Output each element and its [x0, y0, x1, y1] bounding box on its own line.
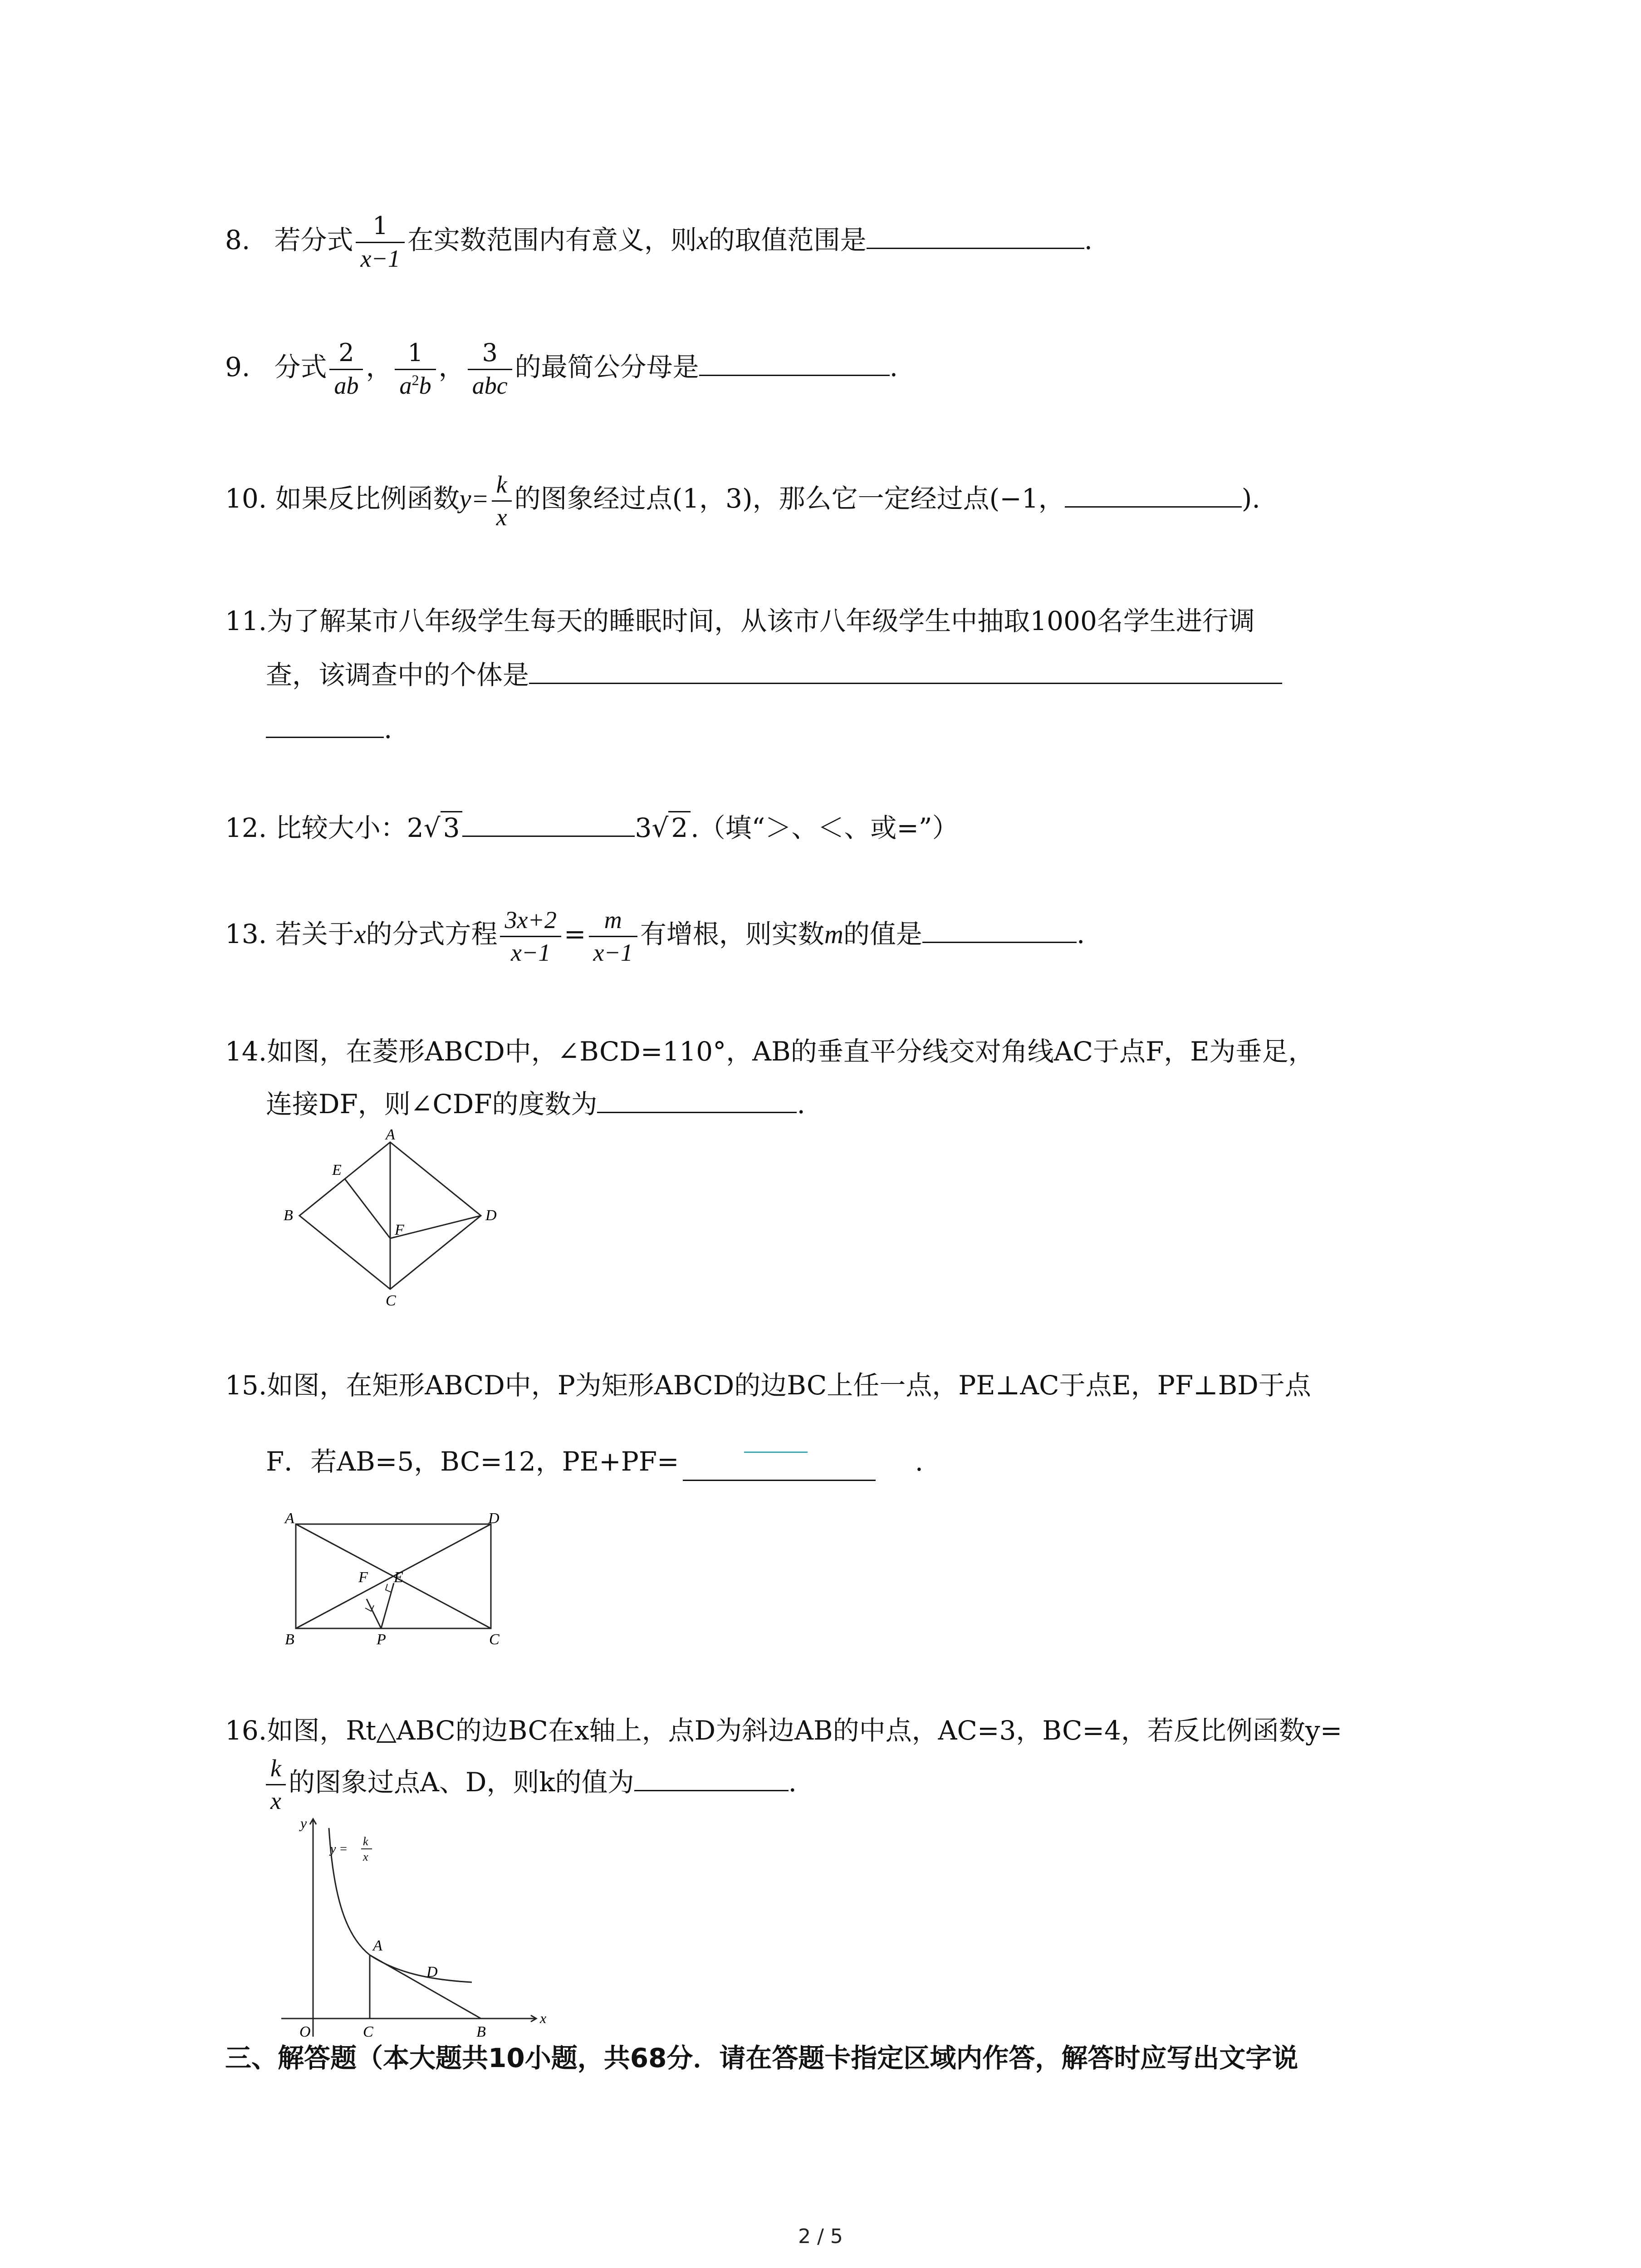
question-text: 如图，Rt△ABC的边BC在x轴上，点D为斜边AB的中点，AC=3，BC=4，若反比例函数y=: [267, 1715, 1342, 1746]
question-number: 15.: [225, 1370, 267, 1401]
question-text: 若关于: [275, 919, 354, 950]
rhombus-figure: [272, 1129, 508, 1306]
fraction: [589, 907, 637, 965]
page-number: 2 / 5: [798, 2225, 843, 2248]
radicand: 3: [441, 811, 463, 843]
punctuation: .: [788, 1767, 797, 1798]
fraction: [329, 340, 363, 398]
section-heading: 三、解答题（本大题共10小题，共68分．请在答题卡指定区域内作答，解答时应写出文字说: [225, 2043, 1298, 2073]
label-a: A: [386, 1129, 395, 1143]
punctuation: .: [1076, 919, 1085, 950]
radicand: 2: [668, 811, 691, 843]
punctuation: .: [1084, 225, 1093, 256]
variable: m: [824, 919, 843, 949]
function-x: x: [363, 1850, 368, 1863]
right-angle-e: [386, 1584, 391, 1592]
question-text: 的取值范围是: [708, 225, 867, 256]
question-text: 如图，在矩形ABCD中，P为矩形ABCD的边BC上任一点，PE⊥AC于点E，PF⊥BD于点: [267, 1370, 1311, 1401]
segment-pf: [367, 1599, 381, 1628]
label-b: B: [284, 1207, 293, 1224]
label-c: C: [363, 2024, 373, 2040]
answer-blank[interactable]: [699, 348, 890, 376]
question-text: .（填“＞、＜、或=”）: [691, 812, 959, 843]
punctuation: .: [384, 713, 392, 744]
answer-blank[interactable]: [683, 1480, 876, 1481]
answer-blank[interactable]: [922, 915, 1077, 943]
denominator: x−1: [589, 936, 637, 966]
question-text: 的分式方程: [366, 919, 498, 950]
numerator: 1: [407, 338, 423, 367]
label-a: A: [373, 1937, 382, 1954]
numerator: 2: [338, 338, 354, 367]
question-number: 11.: [225, 606, 267, 636]
answer-blank[interactable]: [867, 221, 1084, 249]
numerator: 3: [482, 338, 498, 367]
question-text: 有增根，则实数: [640, 919, 824, 950]
coefficient: 3: [635, 812, 652, 843]
denominator: $a^2b$: [395, 369, 436, 399]
label-c: C: [386, 1292, 396, 1306]
function-label: y =: [330, 1842, 348, 1856]
perpendicular-bisector-ef: [345, 1179, 390, 1238]
coordinate-figure: [272, 1810, 554, 2046]
numerator: k: [270, 1755, 281, 1782]
question-number: 10.: [225, 483, 267, 514]
question-text: 比较大小：2: [275, 812, 424, 843]
segment-ab: [370, 1955, 481, 2019]
accent-line: [744, 1452, 808, 1453]
label-x: x: [540, 2010, 547, 2026]
label-f: F: [358, 1569, 368, 1586]
question-10: [225, 472, 1487, 530]
label-c: C: [489, 1631, 500, 1647]
question-number: 13.: [225, 919, 267, 950]
question-text: 为了解某市八年级学生每天的睡眠时间，从该市八年级学生中抽取1000名学生进行调: [267, 606, 1255, 636]
question-number: 9.: [225, 352, 250, 383]
denominator: ab: [329, 369, 363, 399]
segment-pe: [381, 1583, 394, 1628]
question-number: 8.: [225, 225, 250, 256]
label-b: B: [476, 2024, 486, 2040]
equals-sign: =: [563, 919, 586, 950]
question-text: 查，该调查中的个体是: [266, 659, 529, 690]
fraction: [395, 340, 436, 398]
numerator: k: [496, 471, 507, 498]
answer-blank[interactable]: [529, 656, 1282, 684]
question-9: [225, 340, 1487, 398]
label-d: D: [426, 1964, 438, 1980]
question-12: [225, 803, 1487, 853]
question-text: 连接DF，则∠CDF的度数为: [266, 1089, 598, 1119]
function-k: k: [363, 1835, 368, 1848]
denominator: x−1: [356, 242, 404, 272]
sqrt-expression: √ 3: [424, 803, 463, 853]
question-text: 如图，在菱形ABCD中，∠BCD=110°，AB的垂直平分线交对角线AC于点F，E为垂足，: [267, 1036, 1315, 1067]
fraction: [492, 472, 512, 530]
question-11: [225, 594, 1487, 756]
answer-blank-continued[interactable]: [266, 710, 384, 738]
question-text: 的最简公分母是: [514, 352, 699, 383]
question-text: 在实数范围内有意义，则: [407, 225, 697, 256]
question-text: 的图象经过点(1，3)，那么它一定经过点(−1，: [514, 483, 1065, 514]
punctuation: .: [915, 1446, 923, 1477]
label-e: E: [394, 1569, 403, 1586]
numerator: 3x+2: [505, 906, 557, 934]
denominator: abc: [468, 369, 512, 399]
label-o: O: [299, 2024, 311, 2040]
variable: y=: [459, 484, 489, 514]
label-d: D: [485, 1207, 497, 1224]
variable: x: [354, 919, 366, 949]
question-8: [225, 213, 1487, 271]
punctuation: ，: [438, 352, 465, 383]
label-y: y: [300, 1815, 307, 1831]
rectangle-figure: [277, 1510, 513, 1647]
question-text: 的图象过点A、D，则k的值为: [288, 1767, 634, 1798]
question-number: 16.: [225, 1715, 267, 1746]
answer-blank[interactable]: [597, 1085, 797, 1113]
label-e: E: [332, 1162, 342, 1178]
hyperbola-curve: [329, 1828, 472, 1982]
answer-blank[interactable]: [1065, 480, 1242, 508]
answer-blank[interactable]: [634, 1764, 789, 1791]
variable: x: [696, 225, 709, 255]
question-15: [225, 1347, 1487, 1500]
punctuation: ，: [366, 352, 392, 383]
question-text: F．若AB=5，BC=12，PE+PF=: [266, 1446, 679, 1477]
question-text: 的值是: [843, 919, 922, 950]
label-d: D: [488, 1510, 500, 1527]
label-p: P: [377, 1631, 386, 1647]
question-13: [225, 907, 1487, 965]
question-16: [225, 1706, 1487, 1814]
question-text: 如果反比例函数: [275, 483, 460, 514]
question-text: 分式: [274, 352, 327, 383]
fraction: [356, 213, 404, 271]
fraction: [266, 1755, 286, 1813]
fraction: [500, 907, 561, 965]
answer-blank[interactable]: [462, 809, 635, 837]
numerator: m: [604, 906, 622, 934]
denominator: x−1: [500, 936, 561, 966]
question-number: 14.: [225, 1036, 267, 1067]
denominator: x: [266, 1784, 286, 1814]
punctuation: .: [889, 352, 898, 383]
question-text: 若分式: [274, 225, 353, 256]
sqrt-expression: √ 2: [652, 803, 691, 853]
label-a: A: [285, 1510, 294, 1527]
punctuation: .: [797, 1089, 805, 1119]
label-b: B: [285, 1631, 294, 1647]
punctuation: ).: [1241, 483, 1260, 514]
label-f: F: [395, 1222, 404, 1238]
fraction: [468, 340, 512, 398]
denominator: x: [492, 500, 512, 530]
numerator: 1: [372, 211, 388, 240]
question-14: [225, 1025, 1487, 1130]
question-number: 12.: [225, 812, 267, 843]
